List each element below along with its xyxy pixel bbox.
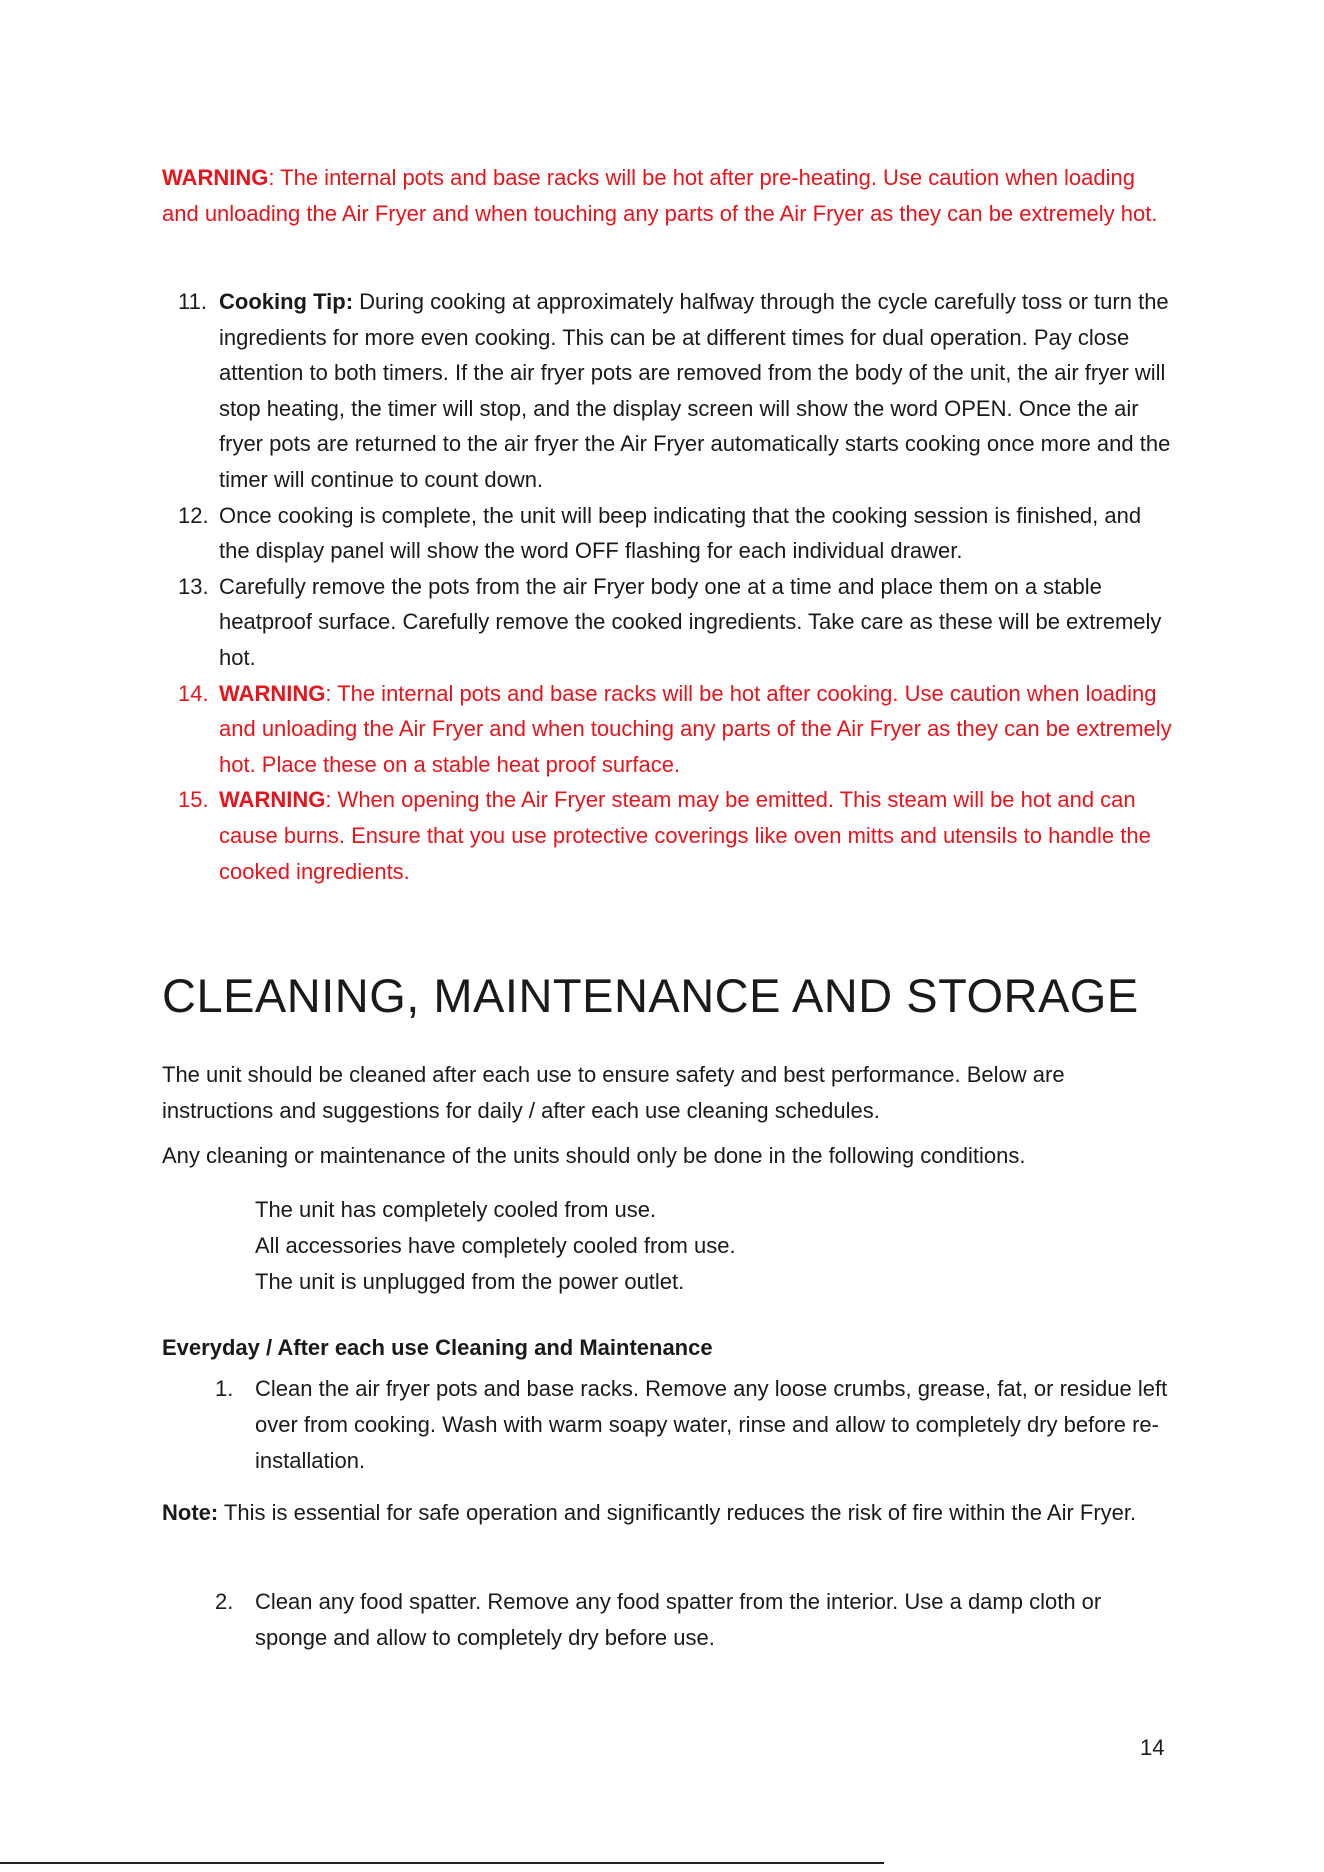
step-text: : When opening the Air Fryer steam may be emitted. This steam will be hot and can cause burns. Ensure that you use protective coverings like oven mitts and utensils to handle the cooked ingredients.	[219, 787, 1151, 884]
note-label: Note:	[162, 1500, 219, 1525]
step-warning-label: WARNING	[219, 680, 326, 706]
cleaning-step-number: 1.	[215, 1376, 234, 1401]
cleaning-step-number: 2.	[215, 1589, 234, 1614]
page-number: 14	[1140, 1735, 1165, 1760]
cleaning-step-text: Clean the air fryer pots and base racks. Remove any loose crumbs, grease, fat, or residue left over from cooking. Wash with warm soapy water, rinse and allow to completely dry before re-installation.	[255, 1376, 1168, 1473]
step-text: Once cooking is complete, the unit will beep indicating that the cooking session is finished, and the display panel will show the word OFF flashing for each individual drawer.	[219, 502, 1142, 564]
step-number: 14.	[178, 680, 209, 706]
footer-rule	[0, 1862, 884, 1864]
step-text: During cooking at approximately halfway through the cycle carefully toss or turn the ingredients for more even cooking. This can be at different times for dual operation. Pay close attention to both timers. If the air fryer pots are removed from the body of the unit, the air fryer will stop heating, the timer will stop, and the display screen will show the word OPEN. Once the air fryer pots are returned to the air fryer the Air Fryer automatically starts cooking once more and the timer will continue to count down.	[219, 289, 1171, 492]
note-paragraph	[162, 1495, 1172, 1531]
conditions-list	[255, 1192, 955, 1300]
note-text: This is essential for safe operation and significantly reduces the risk of fire within the Air Fryer.	[218, 1500, 1137, 1525]
section-heading: CLEANING, MAINTENANCE AND STORAGE	[162, 969, 1139, 1022]
condition-item: The unit has completely cooled from use.	[255, 1197, 657, 1222]
step-warning-label: WARNING	[219, 787, 326, 813]
step-13	[162, 569, 1172, 676]
step-number: 11.	[178, 289, 207, 314]
subheading: Everyday / After each use Cleaning and Maintenance	[162, 1335, 713, 1360]
step-number: 15.	[178, 787, 209, 813]
step-bold-label: Cooking Tip:	[219, 289, 354, 314]
conditions-intro: Any cleaning or maintenance of the units should only be done in the following conditions.	[162, 1143, 1026, 1168]
step-12	[162, 498, 1172, 569]
warning-paragraph	[162, 160, 1172, 232]
step-15-warning	[162, 782, 1172, 889]
condition-item: The unit is unplugged from the power outlet.	[255, 1269, 685, 1294]
warning-label: WARNING	[162, 165, 269, 190]
warning-text: : The internal pots and base racks will be hot after pre-heating. Use caution when loading and unloading the Air Fryer and when touching any parts of the Air Fryer as they can be extremely hot.	[162, 165, 1158, 226]
condition-item: All accessories have completely cooled from use.	[255, 1233, 736, 1258]
cleaning-step-text: Clean any food spatter. Remove any food spatter from the interior. Use a damp cloth or sponge and allow to completely dry before use.	[255, 1589, 1102, 1650]
step-number: 13.	[178, 573, 209, 599]
intro-paragraph: The unit should be cleaned after each use to ensure safety and best performance. Below are instructions and suggestions for daily / after each use cleaning schedules.	[162, 1062, 1065, 1123]
step-text: Carefully remove the pots from the air Fryer body one at a time and place them on a stable heatproof surface. Carefully remove the cooked ingredients. Take care as these will be extremely hot.	[219, 573, 1162, 670]
step-text: : The internal pots and base racks will be hot after cooking. Use caution when loading and unloading the Air Fryer and when touching any parts of the Air Fryer as they can be extremely hot. Place these on a stable heat proof surface.	[219, 680, 1172, 777]
steps-list	[162, 284, 1172, 889]
step-number: 12.	[178, 502, 209, 528]
step-14-warning	[162, 676, 1172, 783]
step-11	[162, 284, 1172, 498]
